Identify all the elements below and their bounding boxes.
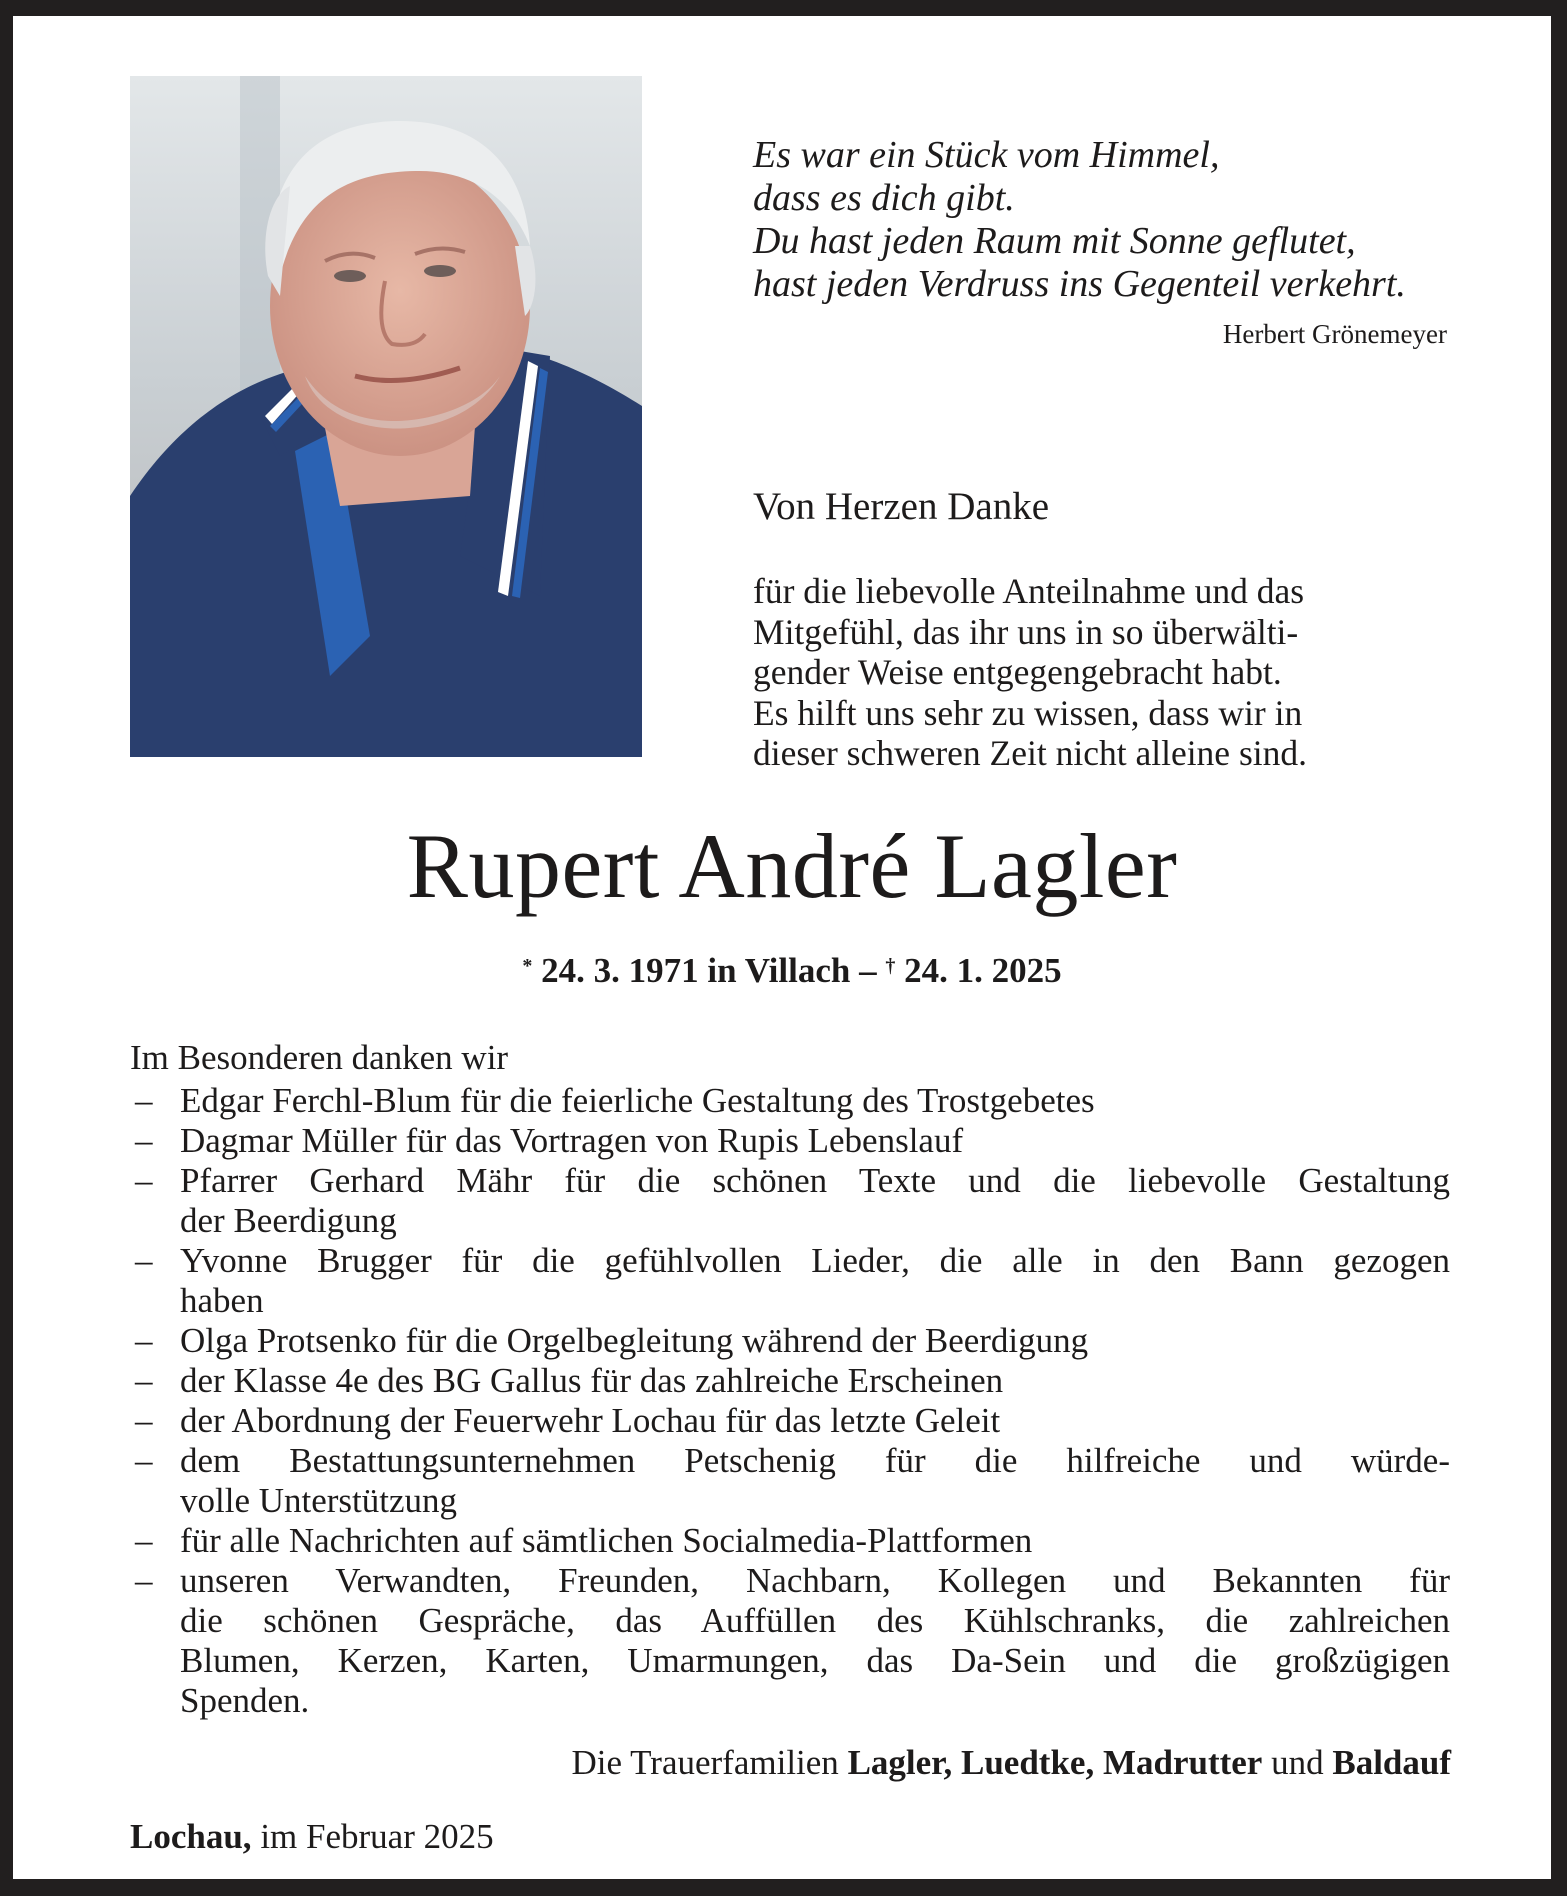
dash-bullet-icon: – (135, 1361, 153, 1400)
item-line: dem Bestattungsunternehmen Petschenig für die hilfreiche und würde- (180, 1441, 1450, 1480)
life-dates (13, 951, 1551, 991)
family-names: Lagler, Luedtke, Madrutter (847, 1743, 1263, 1782)
list-item (130, 1241, 1450, 1321)
deceased-name: Rupert André Lagler (406, 815, 1178, 917)
quote-line: dass es dich gibt. (753, 177, 1015, 219)
publication-date: im Februar 2025 (260, 1817, 494, 1856)
item-line: Edgar Ferchl-Blum für die feierliche Gestaltung des Trostgebetes (180, 1081, 1095, 1120)
mourning-families-signature (333, 1743, 1451, 1783)
portrait-illustration (130, 76, 642, 757)
dash-bullet-icon: – (135, 1521, 153, 1560)
death-date: 24. 1. 2025 (904, 951, 1062, 990)
thanks-line: gender Weise entgegengebracht habt. (753, 652, 1282, 692)
list-item (130, 1321, 1450, 1361)
quote-line: Es war ein Stück vom Himmel, (753, 134, 1220, 176)
quote-line: Du hast jeden Raum mit Sonne geflutet, (753, 220, 1356, 262)
quote-author: Herbert Grönemeyer (1222, 319, 1447, 349)
date-separator: – (850, 951, 886, 990)
obituary-page (13, 16, 1551, 1879)
quote-line: hast jeden Verdruss ins Gegenteil verkehrt. (753, 263, 1406, 305)
item-line: Olga Protsenko für die Orgelbegleitung während der Beerdigung (180, 1321, 1089, 1360)
list-item (130, 1081, 1450, 1121)
list-item (130, 1121, 1450, 1161)
item-line: der Beerdigung (180, 1201, 397, 1240)
acknowledgements-list (130, 1081, 1450, 1721)
list-item (130, 1401, 1450, 1441)
item-line: volle Unterstützung (180, 1481, 458, 1520)
item-line: Spenden. (180, 1681, 310, 1720)
memorial-quote (753, 134, 1453, 306)
list-item (130, 1161, 1450, 1241)
death-cross-icon: † (885, 955, 896, 977)
dash-bullet-icon: – (135, 1241, 153, 1280)
list-item (130, 1361, 1450, 1401)
thanks-line: für die liebevolle Anteilnahme und das (753, 571, 1305, 611)
dash-bullet-icon: – (135, 1441, 153, 1480)
thanks-paragraph (753, 571, 1453, 774)
list-item (130, 1521, 1450, 1561)
thanks-line: dieser schweren Zeit nicht alleine sind. (753, 733, 1307, 773)
signature-prefix: Die Trauerfamilien (571, 1743, 839, 1782)
thanks-line: Mitgefühl, das ihr uns in so überwälti- (753, 611, 1299, 652)
thanks-heading: Von Herzen Danke (753, 485, 1050, 528)
thanks-line: Es hilft uns sehr zu wissen, dass wir in (753, 692, 1303, 733)
dash-bullet-icon: – (135, 1321, 153, 1360)
birth-star-icon: * (522, 955, 533, 977)
item-line: Blumen, Kerzen, Karten, Umarmungen, das Da-Sein und die großzügigen (180, 1641, 1450, 1680)
item-line: Yvonne Brugger für die gefühlvollen Lieder, die alle in den Bann gezogen (180, 1241, 1450, 1280)
birth-date: 24. 3. 1971 in Villach (541, 951, 851, 990)
item-line: für alle Nachrichten auf sämtlichen Socialmedia-Plattformen (180, 1521, 1033, 1560)
family-name-last: Baldauf (1332, 1743, 1451, 1782)
acknowledgements-intro: Im Besonderen danken wir (130, 1038, 509, 1077)
item-line: haben (180, 1281, 264, 1320)
item-line: der Klasse 4e des BG Gallus für das zahlreiche Erscheinen (180, 1361, 1004, 1400)
item-line: unseren Verwandten, Freunden, Nachbarn, Kollegen und Bekannten für (180, 1561, 1450, 1600)
place-and-date (130, 1817, 494, 1857)
item-line: der Abordnung der Feuerwehr Lochau für das letzte Geleit (180, 1401, 1001, 1440)
list-item (130, 1441, 1450, 1521)
item-line: Dagmar Müller für das Vortragen von Rupis Lebenslauf (180, 1121, 964, 1160)
dash-bullet-icon: – (135, 1081, 153, 1120)
item-line: die schönen Gespräche, das Auffüllen des Kühlschranks, die zahlreichen (180, 1601, 1450, 1640)
dash-bullet-icon: – (135, 1161, 153, 1200)
item-line: Pfarrer Gerhard Mähr für die schönen Texte und die liebevolle Gestaltung (180, 1161, 1450, 1200)
dash-bullet-icon: – (135, 1121, 153, 1160)
list-item (130, 1561, 1450, 1721)
dash-bullet-icon: – (135, 1561, 153, 1600)
portrait-photo (130, 76, 642, 757)
signature-conjunction: und (1271, 1743, 1324, 1782)
dash-bullet-icon: – (135, 1401, 153, 1440)
place-name: Lochau, (130, 1817, 252, 1856)
